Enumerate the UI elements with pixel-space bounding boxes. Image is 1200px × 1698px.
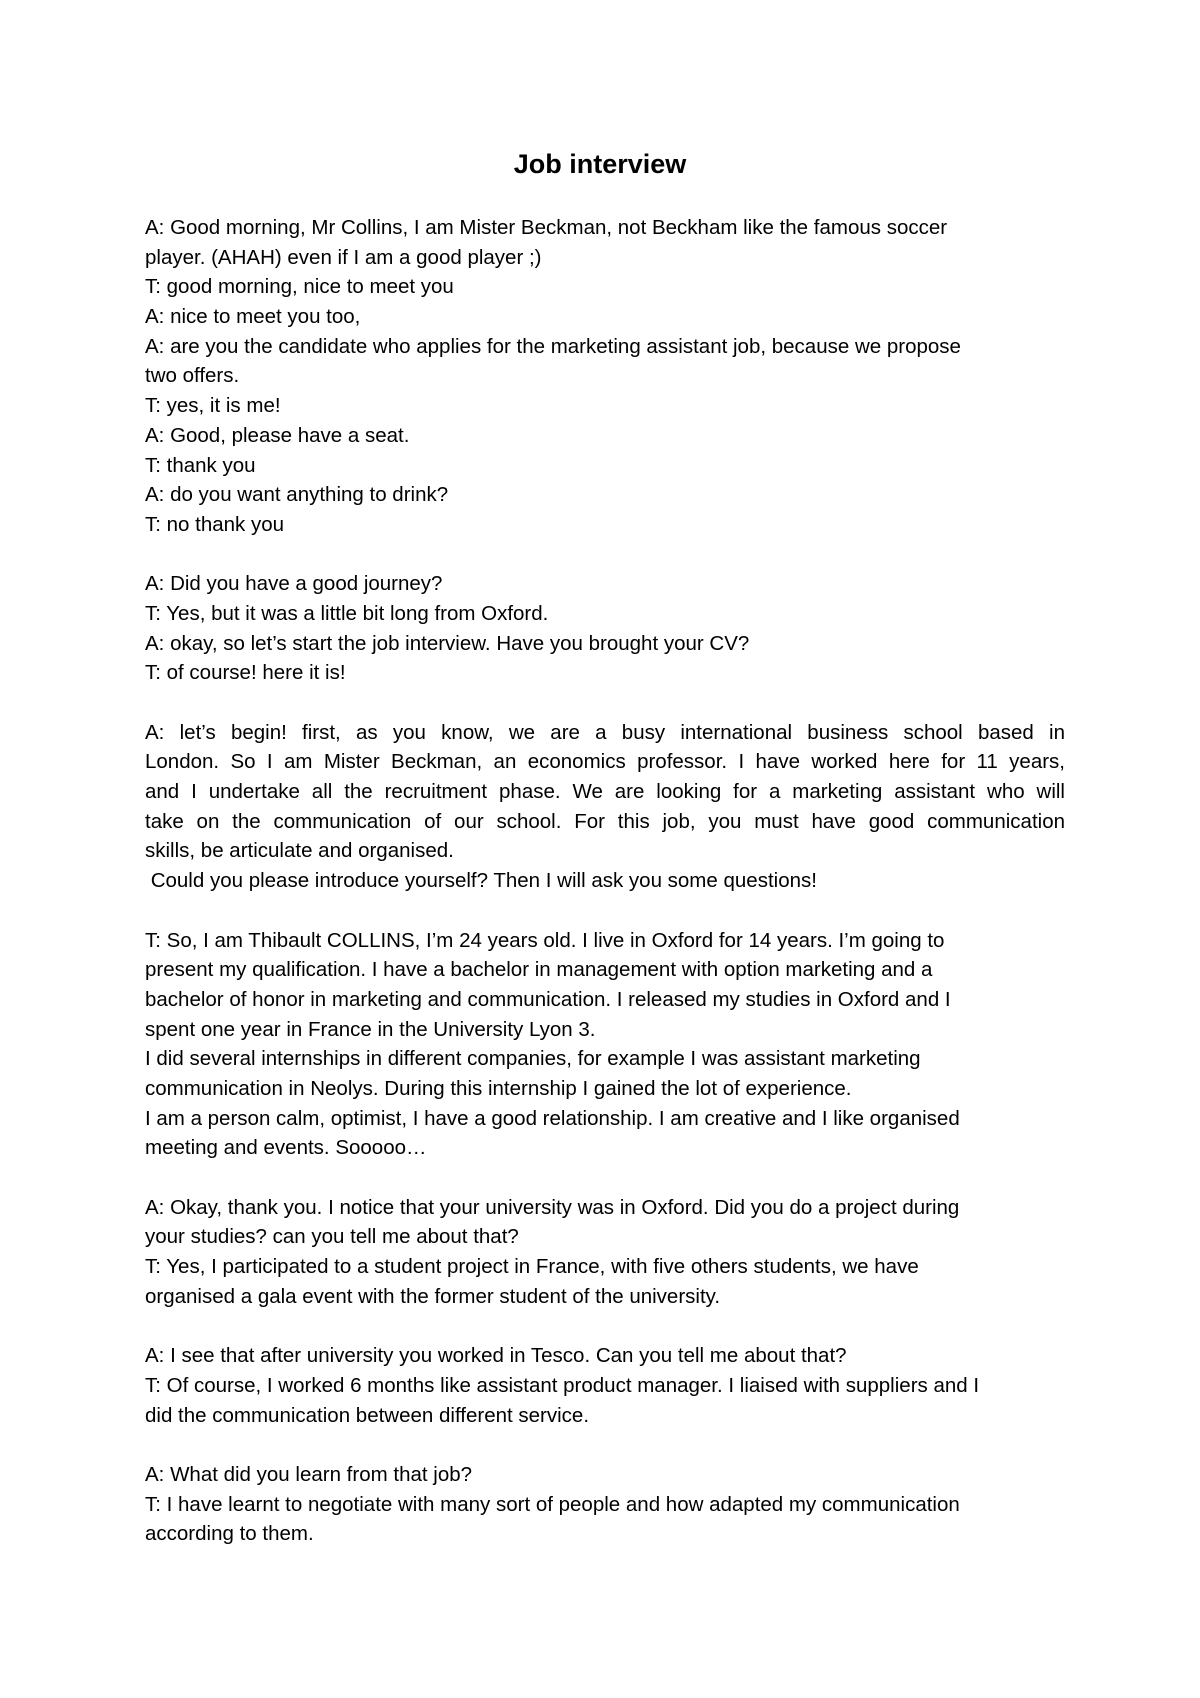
paragraph-gap <box>145 688 1065 718</box>
text-line: present my qualification. I have a bachelor in management with option marketing and a <box>145 958 933 982</box>
text-line: and I undertake all the recruitment phase. We are looking for a marketing assistant who will <box>145 780 1065 804</box>
text-line: organised a gala event with the former student of the university. <box>145 1284 721 1308</box>
paragraph-gap <box>145 1163 1065 1193</box>
text-line: London. So I am Mister Beckman, an economics professor. I have worked here for 11 years, <box>145 750 1065 774</box>
text-line: T: Yes, I participated to a student project in France, with five others students, we have <box>145 1255 919 1279</box>
paragraph-gap <box>145 1311 1065 1341</box>
text-line: T: So, I am Thibault COLLINS, I’m 24 years old. I live in Oxford for 14 years. I’m going to <box>145 928 945 952</box>
text-line: T: thank you <box>145 453 256 477</box>
dialogue-block <box>145 1460 1065 1549</box>
text-line: communication in Neolys. During this internship I gained the lot of experience. <box>145 1076 852 1100</box>
dialogue-block <box>145 569 1065 688</box>
text-line: T: Of course, I worked 6 months like assistant product manager. I liaised with suppliers and I <box>145 1373 980 1397</box>
text-line: two offers. <box>145 364 240 388</box>
paragraph-gap <box>145 1430 1065 1460</box>
text-line: A: Good morning, Mr Collins, I am Mister Beckman, not Beckham like the famous soccer <box>145 216 948 239</box>
dialogue-body <box>145 213 1065 1549</box>
text-line: T: I have learnt to negotiate with many sort of people and how adapted my communication <box>145 1492 960 1516</box>
text-line: T: good morning, nice to meet you <box>145 275 454 299</box>
text-line: did the communication between different service. <box>145 1403 590 1427</box>
text-line: T: of course! here it is! <box>145 661 346 685</box>
text-line: A: are you the candidate who applies for the marketing assistant job, because we propose <box>145 334 961 358</box>
text-line: bachelor of honor in marketing and communication. I released my studies in Oxford and I <box>145 987 951 1011</box>
dialogue-block <box>145 926 1065 1164</box>
text-line: according to them. <box>145 1522 314 1546</box>
text-line: A: What did you learn from that job? <box>145 1462 473 1486</box>
text-line: meeting and events. Sooooo… <box>145 1136 427 1160</box>
text-line: A: okay, so let’s start the job interview. Have you brought your CV? <box>145 631 750 655</box>
text-line: your studies? can you tell me about that? <box>145 1225 519 1249</box>
text-line: T: no thank you <box>145 512 285 536</box>
dialogue-block <box>145 213 1065 540</box>
text-line: I did several internships in different companies, for example I was assistant marketing <box>145 1047 921 1071</box>
text-line: T: yes, it is me! <box>145 394 281 418</box>
page-title: Job interview <box>513 149 687 179</box>
text-line: T: Yes, but it was a little bit long from Oxford. <box>145 601 549 625</box>
text-line: spent one year in France in the University Lyon 3. <box>145 1017 596 1041</box>
text-line: I am a person calm, optimist, I have a good relationship. I am creative and I like organised <box>145 1106 960 1130</box>
text-line: A: Okay, thank you. I notice that your university was in Oxford. Did you do a project during <box>145 1195 960 1219</box>
text-line: skills, be articulate and organised. <box>145 839 454 863</box>
paragraph-gap <box>145 896 1065 926</box>
text-line: player. (AHAH) even if I am a good player ;) <box>145 245 542 269</box>
text-line: A: Good, please have a seat. <box>145 423 410 447</box>
text-line: take on the communication of our school. For this job, you must have good communication <box>145 809 1065 833</box>
text-line: A: do you want anything to drink? <box>145 483 449 507</box>
text-line: A: I see that after university you worked in Tesco. Can you tell me about that? <box>145 1344 847 1368</box>
text-line: Could you please introduce yourself? Then I will ask you some questions! <box>145 869 817 893</box>
text-line: A: Did you have a good journey? <box>145 572 443 596</box>
dialogue-block <box>145 718 1065 896</box>
text-line: A: let’s begin! first, as you know, we are a busy international business school based in <box>145 720 1065 744</box>
dialogue-block <box>145 1341 1065 1430</box>
paragraph-gap <box>145 540 1065 570</box>
text-line: A: nice to meet you too, <box>145 305 361 329</box>
dialogue-block <box>145 1193 1065 1312</box>
